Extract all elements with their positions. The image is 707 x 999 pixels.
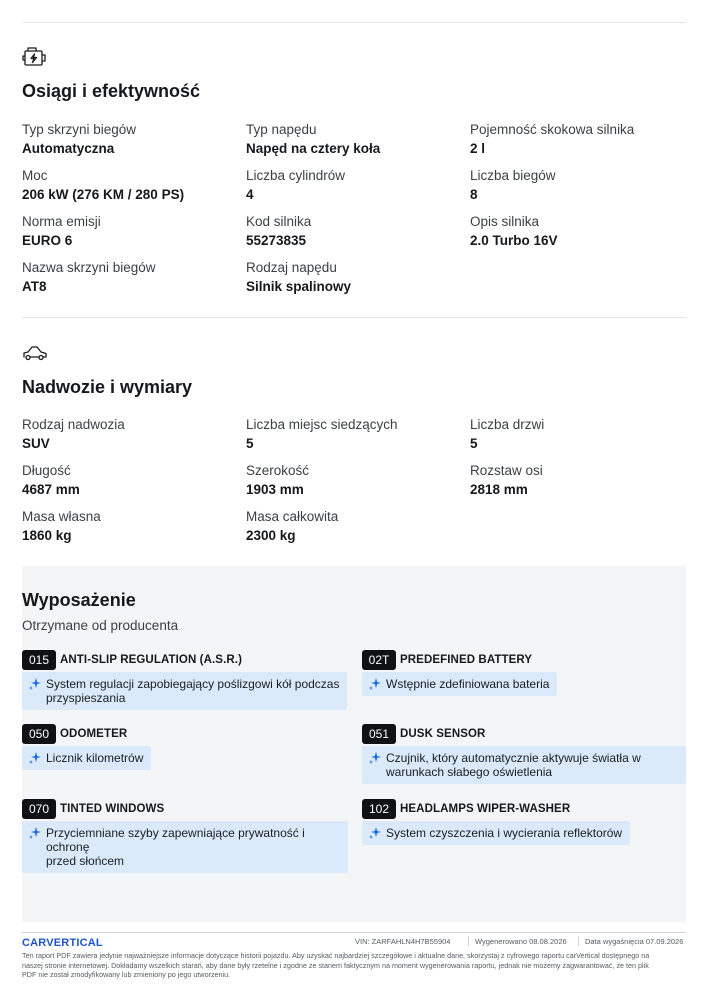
- field-label: Typ napędu: [246, 122, 317, 137]
- field-label: Liczba cylindrów: [246, 168, 346, 183]
- field-value: SUV: [22, 436, 50, 451]
- sparkle-icon: [28, 751, 42, 765]
- equipment-item: [22, 799, 348, 873]
- field-propulsion: [246, 259, 470, 305]
- field-body-type: [22, 416, 246, 462]
- description-line: przyspieszania: [46, 691, 126, 705]
- equipment-name: DUSK SENSOR: [400, 728, 486, 740]
- field-value: 5: [246, 436, 254, 451]
- footer-divider: [22, 932, 686, 933]
- field-label: Liczba drzwi: [470, 417, 545, 432]
- description-line: Wstępnie zdefiniowana bateria: [386, 677, 550, 691]
- equipment-title: Wyposażenie: [22, 590, 136, 610]
- equipment-item: [362, 724, 686, 784]
- field-label: Rodzaj nadwozia: [22, 417, 125, 432]
- field-doors: [470, 416, 686, 462]
- equipment-code: 051: [362, 724, 396, 744]
- field-label: Pojemność skokowa silnika: [470, 122, 635, 137]
- top-divider: [22, 22, 686, 23]
- field-label: Rodzaj napędu: [246, 260, 337, 275]
- field-curb-weight: [22, 508, 246, 554]
- meta-separator: [468, 936, 469, 946]
- disclaimer-line: Ten raport PDF zawiera jedynie najważniejsze informacje dotyczące historii pojazdu. Aby uzyskać najbardziej szczegółowe i aktualne dane, skorzystaj z cyfrowego raportu carVertical dostępnego na: [22, 951, 650, 960]
- field-value: Automatyczna: [22, 141, 115, 156]
- field-emission-norm: [22, 213, 246, 259]
- field-value: 1903 mm: [246, 482, 304, 497]
- field-cylinders: [246, 167, 470, 213]
- field-value: 55273835: [246, 233, 307, 248]
- field-value: 206 kW (276 KM / 280 PS): [22, 187, 185, 202]
- body-title: Nadwozie i wymiary: [22, 377, 193, 397]
- field-displacement: [470, 121, 686, 167]
- engine-icon: [22, 45, 48, 69]
- description-line: przed słońcem: [46, 854, 125, 868]
- equipment-item: [22, 724, 348, 770]
- equipment-item: [362, 799, 688, 845]
- field-label: Rozstaw osi: [470, 463, 543, 478]
- field-label: Masa całkowita: [246, 509, 339, 524]
- field-value: 5: [470, 436, 478, 451]
- field-value: Silnik spalinowy: [246, 279, 352, 294]
- sparkle-icon: [368, 826, 382, 840]
- equipment-name: ANTI-SLIP REGULATION (A.S.R.): [60, 654, 242, 666]
- equipment-name: HEADLAMPS WIPER-WASHER: [400, 803, 571, 815]
- field-label: Szerokość: [246, 463, 310, 478]
- equipment-description: [362, 672, 557, 696]
- field-label: Długość: [22, 463, 71, 478]
- field-label: Masa własna: [22, 509, 101, 524]
- field-value: 4687 mm: [22, 482, 80, 497]
- field-value: AT8: [22, 279, 47, 294]
- field-seats: [246, 416, 470, 462]
- equipment-code: 050: [22, 724, 56, 744]
- equipment-description: [22, 821, 348, 873]
- equipment-code: 102: [362, 799, 396, 819]
- equipment-code: 070: [22, 799, 56, 819]
- description-line: System czyszczenia i wycierania reflektorów: [386, 826, 623, 840]
- field-label: Opis silnika: [470, 214, 540, 229]
- field-value: EURO 6: [22, 233, 73, 248]
- disclaimer-line: PDF nie został zmodyfikowany lub zmieniony po jego utworzeniu.: [22, 970, 231, 979]
- field-gears: [470, 167, 686, 213]
- field-value: 8: [470, 187, 478, 202]
- equipment-subtitle: Otrzymane od producenta: [22, 618, 179, 633]
- field-value: 2818 mm: [470, 482, 528, 497]
- field-label: Kod silnika: [246, 214, 312, 229]
- description-line: warunkach słabego oświetlenia: [386, 765, 553, 779]
- field-label: Liczba miejsc siedzących: [246, 417, 398, 432]
- body-grid: [22, 416, 686, 554]
- equipment-item: [22, 650, 348, 710]
- field-value: 2 l: [470, 141, 486, 156]
- description-line: Licznik kilometrów: [46, 751, 144, 765]
- performance-title: Osiągi i efektywność: [22, 81, 201, 101]
- sparkle-icon: [368, 751, 382, 765]
- car-body-icon: [22, 341, 48, 365]
- field-value: 2.0 Turbo 16V: [470, 233, 558, 248]
- equipment-description: [362, 746, 686, 784]
- footer-disclaimer: [22, 951, 686, 980]
- vin-text: VIN: ZARFAHLN4H7B55904: [355, 937, 451, 946]
- field-width: [246, 462, 470, 508]
- field-gross-weight: [246, 508, 470, 554]
- equipment-section: [22, 566, 686, 922]
- field-wheelbase: [470, 462, 686, 508]
- field-drive-type: [246, 121, 470, 167]
- field-gearbox-type: [22, 121, 246, 167]
- field-label: Nazwa skrzyni biegów: [22, 260, 156, 275]
- generated-date: Wygenerowano 08.08.2026: [475, 937, 567, 946]
- field-power: [22, 167, 246, 213]
- equipment-item: [362, 650, 688, 696]
- field-gearbox-name: [22, 259, 246, 305]
- field-engine-code: [246, 213, 470, 259]
- equipment-name: ODOMETER: [60, 728, 128, 740]
- description-line: System regulacji zapobiegający poślizgowi kół podczas: [46, 677, 340, 691]
- field-value: 1860 kg: [22, 528, 72, 543]
- field-label: Typ skrzyni biegów: [22, 122, 137, 137]
- description-line: Przyciemniane szyby zapewniające prywatność i ochronę: [46, 826, 305, 854]
- field-label: Liczba biegów: [470, 168, 556, 183]
- sparkle-icon: [28, 826, 42, 840]
- sparkle-icon: [368, 677, 382, 691]
- equipment-name: PREDEFINED BATTERY: [400, 654, 533, 666]
- expiry-date: Data wygaśnięcia 07.09.2026: [585, 937, 684, 946]
- field-value: 2300 kg: [246, 528, 296, 543]
- field-value: 4: [246, 187, 254, 202]
- description-line: Czujnik, który automatycznie aktywuje światła w: [386, 751, 641, 765]
- equipment-description: [22, 746, 151, 770]
- field-value: Napęd na cztery koła: [246, 141, 381, 156]
- performance-grid: [22, 121, 686, 305]
- field-engine-description: [470, 213, 686, 259]
- field-length: [22, 462, 246, 508]
- field-label: Norma emisji: [22, 214, 101, 229]
- carvertical-logo: CARVERTICAL: [22, 937, 103, 949]
- equipment-code: 02T: [362, 650, 396, 670]
- meta-separator: [578, 936, 579, 946]
- equipment-description: [362, 821, 630, 845]
- equipment-description: [22, 672, 347, 710]
- sparkle-icon: [28, 677, 42, 691]
- equipment-code: 015: [22, 650, 56, 670]
- disclaimer-line: naszej stronie internetowej. Dokładamy wszelkich starań, aby dane były rzetelne i zgodne ze stanem faktycznym na moment wygenerowania raportu, jednak nie możemy zagwarantować, że ten plik: [22, 960, 649, 970]
- equipment-name: TINTED WINDOWS: [60, 803, 165, 815]
- field-label: Moc: [22, 168, 48, 183]
- section-divider: [22, 317, 686, 318]
